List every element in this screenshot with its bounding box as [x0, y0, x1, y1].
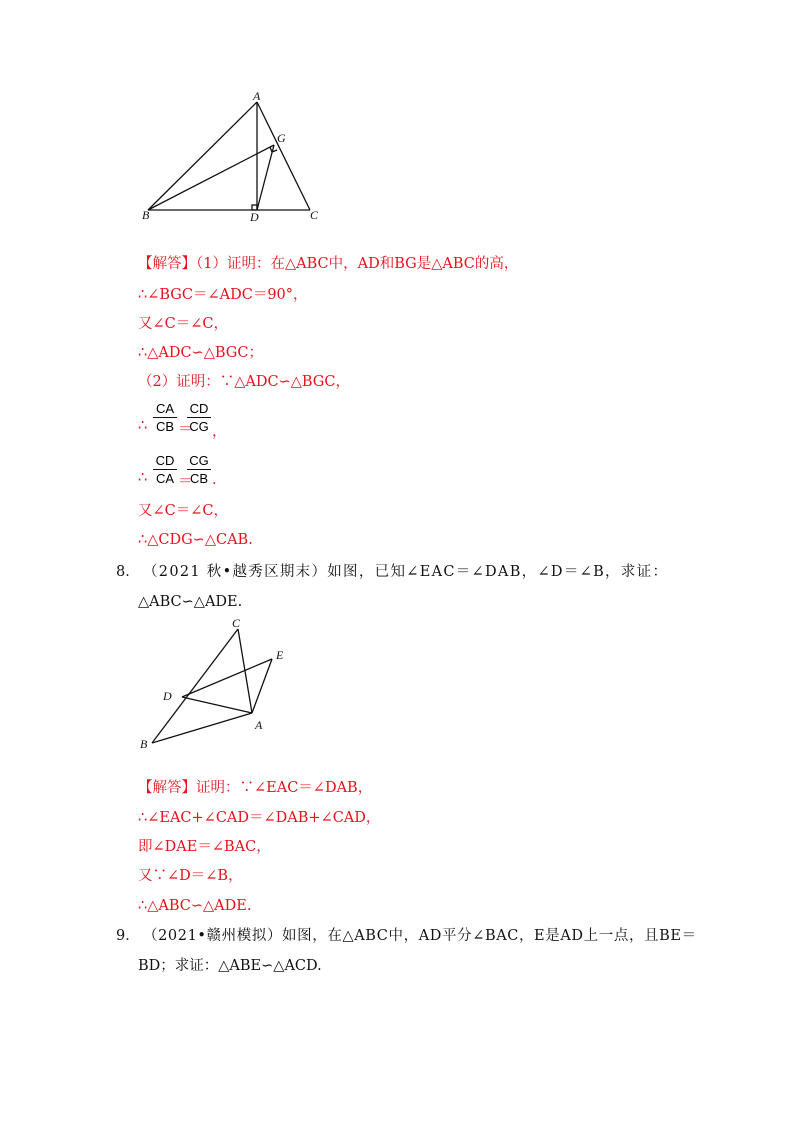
- numerator: CD: [155, 453, 175, 468]
- solution8-line2: ∴∠EAC+∠CAD＝∠DAB+∠CAD，: [138, 810, 381, 826]
- segment-da: [182, 697, 252, 713]
- problem8-text-line2: △ABC∽△ADE.: [138, 594, 243, 610]
- solution8-line3: 即∠DAE＝∠BAC，: [138, 839, 271, 855]
- solution8-line4: 又∵∠D＝∠B，: [138, 868, 243, 884]
- numerator: CG: [189, 453, 209, 468]
- solution7-line5: （2）证明：∵△ADC∽△BGC，: [138, 374, 350, 390]
- fraction-cg-cb: [187, 452, 211, 487]
- numerator: CA: [155, 401, 175, 416]
- fraction-cd-cg: [187, 400, 211, 435]
- equals-sign-1: ＝: [178, 422, 193, 438]
- problem9-text-line2: BD；求证：△ABE∽△ACD.: [138, 958, 322, 974]
- comma-1: ，: [212, 424, 227, 440]
- problem8-text-line1: （2021 秋•越秀区期末）如图，已知∠EAC＝∠DAB，∠D＝∠B，求证：: [143, 564, 669, 580]
- label-b: B: [142, 208, 150, 222]
- solution7-line1: 【解答】（1）证明：在△ABC中，AD和BG是△ABC的高，: [138, 256, 519, 272]
- problem9-number: 9．: [116, 928, 140, 944]
- solution7-line4: ∴△ADC∽△BGC；: [138, 345, 263, 361]
- label-c: C: [310, 208, 319, 222]
- label-a: A: [253, 90, 261, 103]
- label-e: E: [276, 648, 284, 662]
- solution8-line1: 【解答】证明：∵∠EAC＝∠DAB，: [138, 780, 373, 796]
- equals-sign-2: ＝: [178, 474, 193, 490]
- denominator: CB: [155, 419, 175, 434]
- solution7-line3: 又∠C＝∠C，: [138, 316, 228, 332]
- label-d: D: [163, 689, 172, 703]
- denominator: CA: [155, 471, 175, 486]
- therefore-symbol-1: ∴: [138, 418, 148, 434]
- problem8-number: 8．: [116, 564, 140, 580]
- segment-cb: [152, 629, 238, 743]
- segment-ab: [148, 102, 257, 210]
- denominator: CB: [189, 471, 209, 486]
- triangle-figure-2: [130, 615, 330, 755]
- triangle-figure-1: [130, 90, 340, 230]
- numerator: CD: [189, 401, 209, 416]
- denominator: CG: [189, 419, 209, 434]
- segment-de: [182, 659, 272, 697]
- fraction-cd-ca: [153, 452, 177, 487]
- fraction-ca-cb: [153, 400, 177, 435]
- solution7-line2: ∴∠BGC＝∠ADC＝90°，: [138, 287, 308, 303]
- label-b: B: [140, 737, 148, 751]
- problem9-text-line1: （2021•赣州模拟）如图，在△ABC中，AD平分∠BAC，E是AD上一点，且BE＝: [143, 928, 697, 944]
- solution7-line8: 又∠C＝∠C，: [138, 503, 228, 519]
- segment-ac: [257, 102, 310, 210]
- segment-bg: [148, 145, 274, 210]
- therefore-symbol-2: ∴: [138, 470, 148, 486]
- label-a: A: [255, 718, 263, 732]
- segment-ba: [152, 713, 252, 743]
- segment-ea: [252, 659, 272, 713]
- label-c: C: [232, 616, 241, 630]
- solution8-line5: ∴△ABC∽△ADE.: [138, 898, 252, 914]
- period-1: .: [212, 472, 217, 488]
- label-g: G: [277, 131, 286, 145]
- label-d: D: [250, 210, 259, 224]
- segment-dg: [257, 145, 274, 210]
- solution7-line9: ∴△CDG∽△CAB.: [138, 532, 253, 548]
